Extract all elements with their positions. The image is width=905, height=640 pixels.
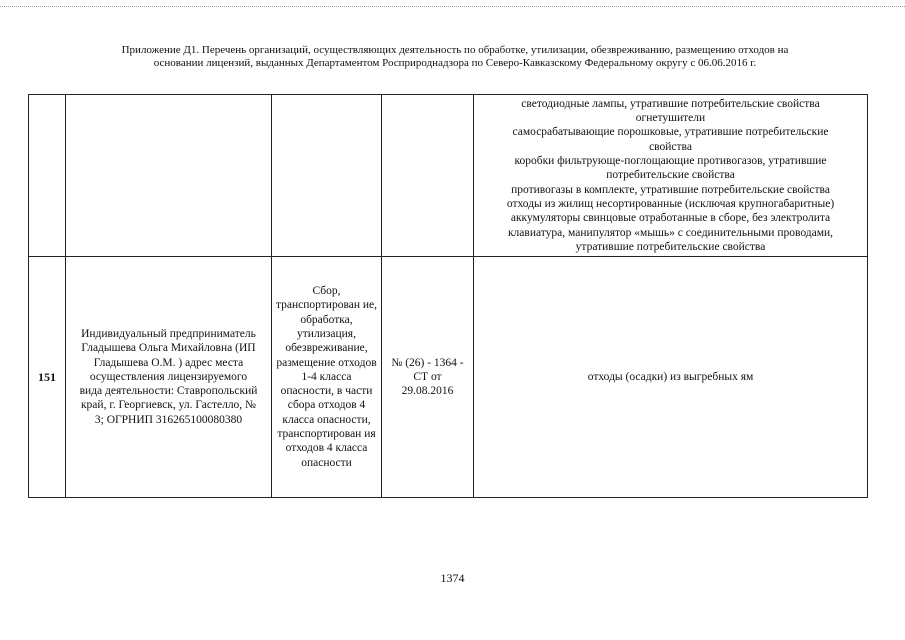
row-number: 151 [29, 257, 66, 498]
waste-item: клавиатура, манипулятор «мышь» с соединительными проводами, [507, 226, 834, 239]
waste-item: свойства [649, 140, 692, 153]
waste-item: коробки фильтрующе-поглощающие противогазов, утратившие [514, 155, 827, 168]
continuation-activity-cell [272, 95, 382, 257]
waste-item: противогазы в комплекте, утратившие потребительские свойства [511, 183, 830, 196]
waste-item: самосрабатывающие порошковые, утратившие потребительские [512, 126, 829, 139]
waste-item: отходы из жилищ несортированные (исключая крупногабаритные) [506, 197, 835, 210]
header-line-1: Приложение Д1. Перечень организаций, осуществляющих деятельность по обработке, утилизации, обезвреживанию, размещению отходов на [121, 44, 789, 56]
waste-item: потребительские свойства [606, 169, 735, 182]
table-row-continuation [29, 95, 868, 257]
scan-top-border [0, 6, 905, 7]
waste-item: огнетушители [635, 112, 706, 125]
organizations-table [28, 94, 868, 498]
organization-cell: Индивидуальный предприниматель Гладышева Ольга Михайловна (ИП Гладышева О.М. ) адрес места осуществления лицензируемого вида деятельности: Ставропольский край, г. Георгиевск, ул. Гастелло, № 3; ОГРНИП 316265100080380 [66, 257, 272, 498]
continuation-organization-cell [66, 95, 272, 257]
table-row-151 [29, 257, 868, 498]
page-number: 1374 [440, 571, 465, 585]
header-line-2: основании лицензий, выданных Департаментом Росприроднадзора по Северо-Кавказскому Федеральному округу с 06.06.2016 г. [153, 57, 757, 69]
continuation-waste-cell [474, 95, 868, 257]
page-header [60, 44, 850, 70]
continuation-license-cell [382, 95, 474, 257]
license-cell: № (26) - 1364 - СТ от 29.08.2016 [382, 257, 474, 498]
continuation-number-cell [29, 95, 66, 257]
waste-cell: отходы (осадки) из выгребных ям [474, 257, 868, 498]
activity-cell: Сбор, транспортирован ие, обработка, утилизация, обезвреживание, размещение отходов 1-4 класса опасности, в части сбора отходов 4 класса опасности, транспортирован ия отходов 4 класса опасности [272, 257, 382, 498]
waste-item: утратившие потребительские свойства [575, 240, 766, 253]
waste-item: аккумуляторы свинцовые отработанные в сборе, без электролита [510, 212, 831, 225]
waste-item: светодиодные лампы, утратившие потребительские свойства [521, 97, 820, 110]
